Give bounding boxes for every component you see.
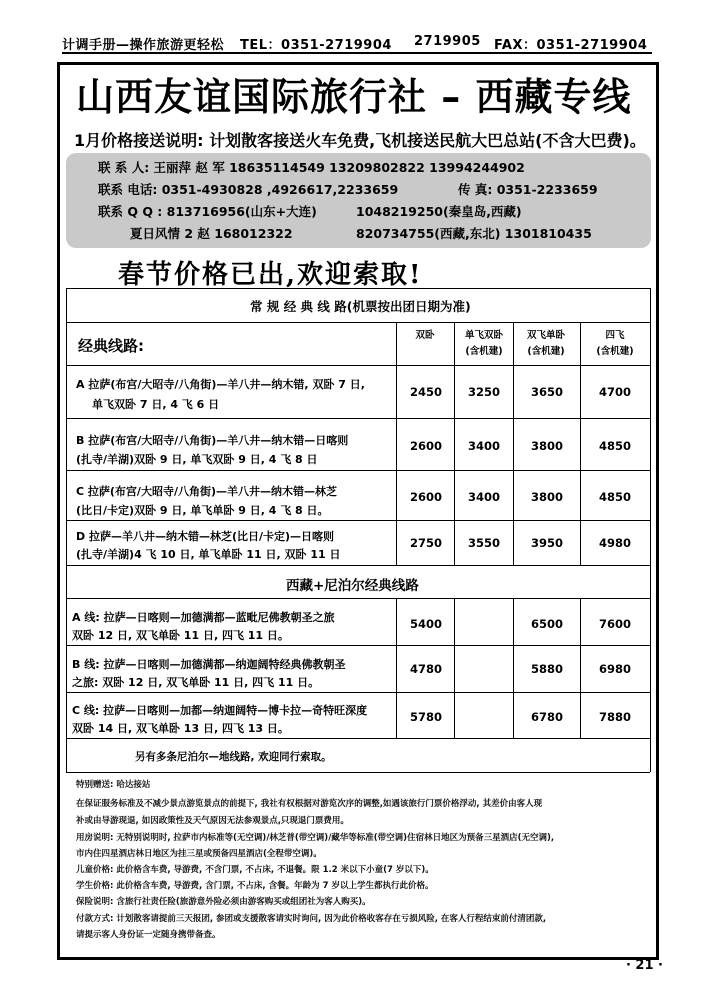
contact-qq: 联系 Q Q : 813716956(山东+大连): [98, 204, 317, 219]
table-rule: [66, 772, 650, 773]
route-line: A 线: 拉萨—日喀则—加德满都—蓝毗尼佛教朝圣之旅: [72, 611, 335, 624]
contact-fax: 传 真: 0351-2233659: [458, 182, 598, 197]
price-cell: 2750: [409, 536, 442, 550]
table-rule: [66, 692, 650, 693]
price-cell: 2600: [409, 490, 442, 504]
contact-qq3: 夏日风情 2 赵 168012322: [130, 226, 293, 241]
table-rule: [66, 645, 650, 646]
route-line: 单飞双卧 7 日, 4 飞 6 日: [92, 398, 220, 411]
price-cell: 3650: [530, 385, 563, 399]
price-cell: 3400: [467, 439, 500, 453]
route-line: B 线: 拉萨—日喀则—加德满都—纳迦阔特经典佛教朝圣: [72, 658, 346, 671]
price-cell: 4980: [598, 536, 631, 550]
table-rule: [66, 520, 650, 521]
classic-routes-label: 经典线路:: [78, 337, 144, 355]
table-rule: [66, 288, 650, 289]
price-cell: 5880: [530, 662, 563, 676]
price-cell: 4780: [409, 662, 442, 676]
note-line: 请提示客人身份证一定随身携带备查。: [76, 930, 221, 940]
price-cell: 3800: [530, 439, 563, 453]
price-cell: 6500: [530, 617, 563, 631]
price-cell: 3400: [467, 490, 500, 504]
column-header: 单飞双卧 (含机建): [464, 330, 503, 357]
note-line: 儿童价格: 此价格含车费, 导游费, 不含门票, 不占床, 不退餐。限 1.2 米以下小童(7 岁以下)。: [76, 865, 434, 875]
price-cell: 6780: [530, 710, 563, 724]
route-line: C 线: 拉萨—日喀则—加都—纳迦阔特—博卡拉—奇特旺深度: [72, 704, 368, 717]
page-number: · 21 ·: [625, 958, 663, 973]
table-rule: [66, 470, 650, 471]
header-fax: FAX：0351-2719904: [494, 38, 648, 53]
table-title: 常 规 经 典 线 路(机票按出团日期为准): [250, 299, 471, 314]
page-title: 山西友谊国际旅行社 – 西藏专线: [62, 68, 654, 126]
price-cell: 7880: [598, 710, 631, 724]
note-line: 市内住四星酒店林日地区为挂三星或预备四星酒店(全程带空调)。: [76, 849, 322, 859]
route-line: A 拉萨(布宫/大昭寺/八角街)—羊八井—纳木错, 双卧 7 日,: [76, 378, 365, 391]
contact-qq4: 820734755(西藏,东北) 1301810435: [356, 226, 592, 241]
table-rule: [650, 288, 651, 772]
price-cell: 3950: [530, 536, 563, 550]
price-cell: 2450: [409, 385, 442, 399]
table-rule: [66, 598, 650, 599]
nepal-section-title: 西藏+尼泊尔经典线路: [286, 578, 419, 594]
price-cell: 5780: [409, 710, 442, 724]
header-tel2: 2719905: [414, 34, 481, 49]
contact-people: 联 系 人: 王丽萍 赵 军 18635114549 13209802822 13994244902: [98, 160, 525, 175]
page-header: [62, 32, 652, 54]
route-line: B 拉萨(布宫/大昭寺/八角街)—羊八井—纳木错—日喀则: [76, 434, 349, 447]
table-rule: [66, 738, 650, 739]
note-line: 保险说明: 含旅行社责任险(旅游意外险必须由游客购买或组团社为客人购买)。: [76, 897, 371, 907]
more-routes-note: 另有多条尼泊尔—地线路, 欢迎同行索取。: [135, 751, 332, 763]
price-cell: 5400: [409, 617, 442, 631]
column-header: 四飞 (含机建): [596, 330, 634, 357]
contact-phone: 联系 电话: 0351-4930828 ,4926617,2233659: [98, 182, 399, 197]
note-line: 学生价格: 此价格含车费, 导游费, 含门票, 不占床, 含餐。年龄为 7 岁以上学生都执行此价格。: [76, 881, 434, 891]
note-line: 在保证服务标准及不减少景点游览景点的前提下, 我社有权根据对游览次序的调整,如遇该旅行门票价格浮动, 其差价由客人现: [76, 799, 543, 809]
table-rule: [66, 365, 650, 366]
route-line: 之旅: 双卧 12 日, 双飞单卧 11 日, 四飞 11 日。: [72, 676, 320, 689]
table-rule: [66, 418, 650, 419]
contact-box: [66, 153, 651, 248]
note-line: 补或由导游现退, 如因政策性及天气原因无法参观景点,只现退门票费用。: [76, 816, 349, 826]
route-line: (扎寺/羊湖)4 飞 10 日, 单飞单卧 11 日, 双卧 11 日: [76, 548, 341, 561]
manual-title: 计调手册—操作旅游更轻松: [62, 38, 225, 53]
price-cell: 3250: [467, 385, 500, 399]
route-line: 双卧 12 日, 双飞单卧 11 日, 四飞 11 日。: [72, 629, 289, 642]
spring-festival-banner: 春节价格已出,欢迎索取!: [118, 260, 423, 290]
price-cell: 4850: [598, 439, 631, 453]
column-header: 双卧: [415, 330, 435, 341]
pickup-note: 1月价格接送说明: 计划散客接送火车免费,飞机接送民航大巴总站(不含大巴费)。: [74, 131, 646, 150]
table-rule: [513, 598, 514, 738]
route-line: D 拉萨—羊八井—纳木错—林芝(比日/卡定)—日喀则: [76, 530, 335, 543]
price-cell: 4700: [598, 385, 631, 399]
price-cell: 3550: [467, 536, 500, 550]
route-line: (扎寺/羊湖)双卧 9 日, 单飞双卧 9 日, 4 飞 8 日: [76, 453, 318, 466]
table-rule: [66, 288, 67, 772]
column-header: 双飞单卧 (含机建): [526, 330, 565, 357]
table-rule: [580, 322, 581, 565]
header-tel: TEL：0351-2719904: [240, 38, 392, 53]
route-line: C 拉萨(布宫/大昭寺/八角街)—羊八井—纳木错—林芝: [76, 485, 337, 498]
route-line: (比日/卡定)双卧 9 日, 单飞单卧 9 日, 4 飞 8 日。: [76, 504, 329, 517]
note-line: 特别赠送: 哈达接站: [76, 780, 151, 790]
contact-qq2: 1048219250(秦皇岛,西藏): [356, 204, 522, 219]
route-line: 双卧 14 日, 双飞单卧 13 日, 四飞 13 日。: [72, 722, 289, 735]
table-rule: [66, 565, 650, 566]
price-cell: 6980: [598, 662, 631, 676]
price-cell: 3800: [530, 490, 563, 504]
price-cell: 7600: [598, 617, 631, 631]
table-rule: [66, 322, 650, 323]
price-cell: 4850: [598, 490, 631, 504]
note-line: 付款方式: 计划散客请提前三天报团, 参团或支援散客请实时询问, 因为此价格收客存在亏损风险, 在客人行程结束前付清团款,: [76, 914, 547, 924]
note-line: 用房说明: 无特别说明时, 拉萨市内标准等(无空调)/林芝普(带空调)/藏华等标准(带空调)住宿林日地区为预备三星酒店(无空调),: [76, 833, 555, 843]
table-rule: [580, 598, 581, 738]
price-cell: 2600: [409, 439, 442, 453]
